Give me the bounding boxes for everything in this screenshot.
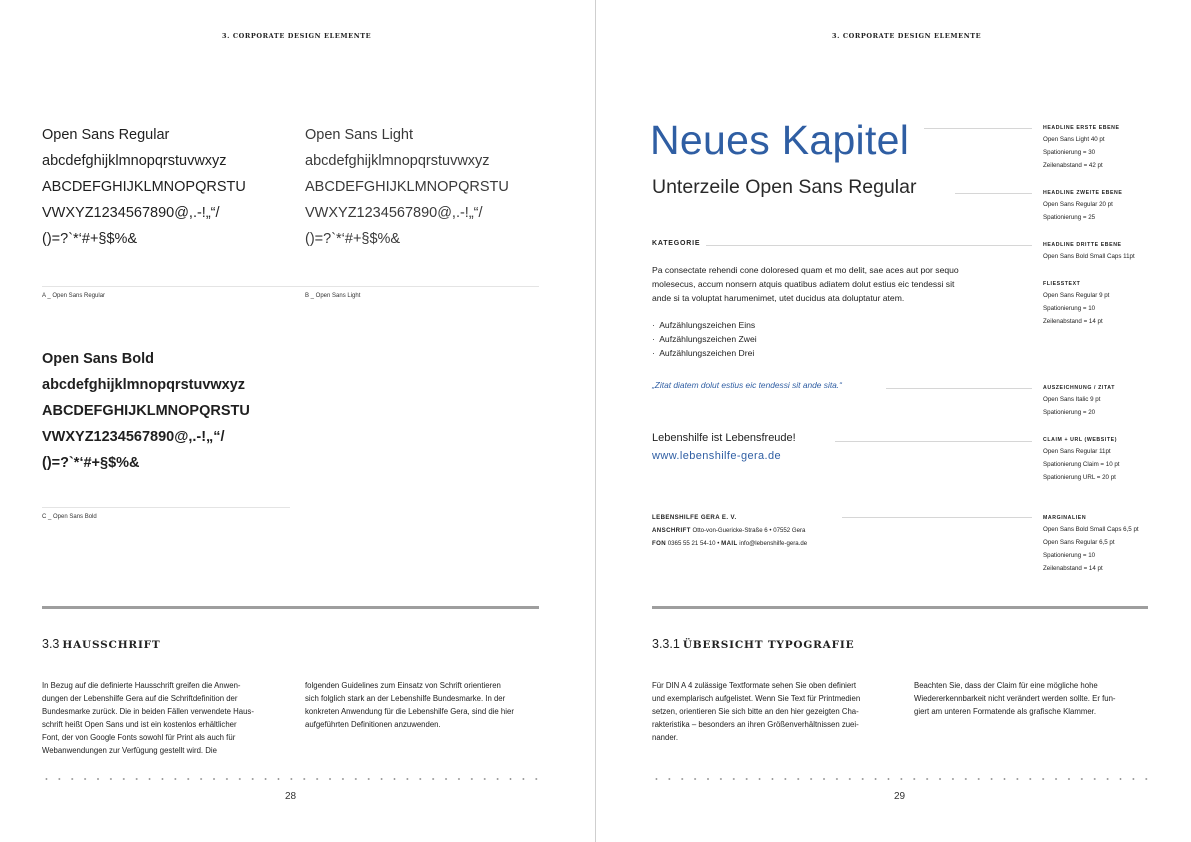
headline-level-2: Unterzeile Open Sans Regular <box>652 176 917 198</box>
body-line: konkreten Anwendung für die Lebenshilfe Gera, sind die hier <box>305 707 514 716</box>
spec-headline-3: HEADLINE DRITTE EBENE Open Sans Bold Small Caps 11pt <box>1043 242 1135 260</box>
font-sample-light <box>305 122 509 252</box>
body-line: Font, der von Google Fonts sowohl für Print als auch für <box>42 733 236 742</box>
claim-text: Lebenshilfe ist Lebensfreude! <box>652 432 796 444</box>
sample-line: ()=?`*‘#+§$%& <box>305 231 401 247</box>
body-line: aufgeführten Definitionen anzuwenden. <box>305 720 441 729</box>
spec-headline-1: HEADLINE ERSTE EBENE Open Sans Light 40 pt Spationierung = 30 Zeilenabstand = 42 pt <box>1043 125 1120 169</box>
body-line: Beachten Sie, dass der Claim für eine mögliche hohe <box>914 681 1098 690</box>
guide-line <box>886 388 1032 389</box>
body-line: folgenden Guidelines zum Einsatz von Schrift orientieren <box>305 681 501 690</box>
body-column-2 <box>305 679 555 731</box>
sample-line: Open Sans Bold <box>42 351 154 367</box>
sample-line: VWXYZ1234567890@,.-!„“/ <box>305 205 483 221</box>
body-line: Webanwendungen zur Verfügung gestellt wird. Die <box>42 746 217 755</box>
section-number: 3.3 <box>42 637 60 651</box>
body-column-1 <box>42 679 292 757</box>
sample-line: ()=?`*‘#+§$%& <box>42 231 138 247</box>
body-line: giert am unteren Formatende als grafische Klammer. <box>914 707 1097 716</box>
section-title: HAUSSCHRIFT <box>62 639 161 651</box>
paragraph-line: ande si ta voluptat harumenimet, utet ducidus ata doluptatur atem. <box>652 293 905 303</box>
divider <box>42 286 539 287</box>
section-rule <box>652 606 1148 609</box>
body-line: rakteristika – besonders an ihren Größenverhältnissen zuei- <box>652 720 859 729</box>
page-number-right: 29 <box>894 791 906 802</box>
section-rule <box>42 606 539 609</box>
quote-text: „Zitat diatem dolut estius eic tendessi sit ande sita.“ <box>652 380 842 390</box>
headline-level-3: KATEGORIE <box>652 240 701 247</box>
list-item: · Aufzählungszeichen Zwei <box>652 334 757 344</box>
sample-line: abcdefghijklmnopqrstuvwxyz <box>305 153 490 169</box>
guide-line <box>835 441 1032 442</box>
body-line: In Bezug auf die definierte Hausschrift greifen die Anwen- <box>42 681 241 690</box>
font-sample-regular <box>42 122 246 252</box>
caption-a: A _ Open Sans Regular <box>42 293 106 299</box>
spec-headline-2: HEADLINE ZWEITE EBENE Open Sans Regular 20 pt Spationierung = 25 <box>1043 190 1123 221</box>
body-line: Bundesmarke zurück. Die in beiden Fällen verwendete Haus- <box>42 707 254 716</box>
paragraph-line: molesecus, accum nonsern atquis quatibus adiatem dolut estius eic tendessi sit <box>652 279 955 289</box>
caption-c: C _ Open Sans Bold <box>42 514 97 520</box>
sample-line: ABCDEFGHIJKLMNOPQRSTU <box>42 179 246 195</box>
caption-b: B _ Open Sans Light <box>305 293 361 299</box>
marginalia-block <box>652 511 807 550</box>
section-title: ÜBERSICHT TYPOGRAFIE <box>682 639 855 651</box>
list-item: · Aufzählungszeichen Drei <box>652 348 755 358</box>
guide-line <box>706 245 1032 246</box>
bullet-dot: · <box>652 320 655 330</box>
sample-line: abcdefghijklmnopqrstuvwxyz <box>42 377 246 393</box>
sample-line: ()=?`*‘#+§$%& <box>42 455 140 471</box>
body-paragraph <box>652 263 1022 305</box>
sample-line: abcdefghijklmnopqrstuvwxyz <box>42 153 227 169</box>
sample-line: Open Sans Regular <box>42 127 170 143</box>
body-column-1 <box>652 679 902 744</box>
bullet-list <box>652 318 757 360</box>
sample-line: ABCDEFGHIJKLMNOPQRSTU <box>305 179 509 195</box>
paragraph-line: Pa consectate rehendi cone doloresed quam et mo delit, sae aces aut por sequo <box>652 265 959 275</box>
body-line: schrift heißt Open Sans und ist ein kostenlos erhältlicher <box>42 720 237 729</box>
bullet-dot: · <box>652 348 655 358</box>
running-head-right: 3. CORPORATE DESIGN ELEMENTE <box>832 32 982 40</box>
list-item: · Aufzählungszeichen Eins <box>652 320 756 330</box>
body-line: dungen der Lebenshilfe Gera auf die Schriftdefinition der <box>42 694 238 703</box>
contact-line: FON 0365 55 21 54-10 • MAIL info@lebenshilfe-gera.de <box>652 540 808 547</box>
body-line: nander. <box>652 733 679 742</box>
body-line: Für DIN A 4 zulässige Textformate sehen Sie oben definiert <box>652 681 856 690</box>
dotted-rule <box>40 778 542 780</box>
sample-line: ABCDEFGHIJKLMNOPQRSTU <box>42 403 250 419</box>
section-heading <box>652 637 854 651</box>
spec-quote: AUSZEICHNUNG / ZITAT Open Sans Italic 9 pt Spationierung = 20 <box>1043 385 1116 416</box>
spec-body-text: FLIESSTEXT Open Sans Regular 9 pt Spationierung = 10 Zeilenabstand = 14 pt <box>1043 281 1110 325</box>
guide-line <box>924 128 1032 129</box>
address-line: ANSCHRIFT Otto-von-Guericke-Straße 6 • 07552 Gera <box>652 527 806 534</box>
headline-level-1: Neues Kapitel <box>650 117 910 163</box>
section-number: 3.3.1 <box>652 637 680 651</box>
body-column-2 <box>914 679 1164 718</box>
body-line: setzen, orientieren Sie sich bitte an den hier gezeigten Cha- <box>652 707 859 716</box>
spec-marginalia: MARGINALIEN Open Sans Bold Small Caps 6,5 pt Open Sans Regular 6,5 pt Spationierung = 10 Zeilenabstand = 14 pt <box>1043 515 1139 572</box>
sample-line: Open Sans Light <box>305 127 414 143</box>
guide-line <box>842 517 1032 518</box>
org-name: LEBENSHILFE GERA E. V. <box>652 514 737 521</box>
section-heading <box>42 637 161 651</box>
website-link[interactable]: www.lebenshilfe-gera.de <box>652 450 782 462</box>
running-head-left: 3. CORPORATE DESIGN ELEMENTE <box>222 32 372 40</box>
body-line: sich folglich stark an der Lebenshilfe Bundesmarke. In der <box>305 694 506 703</box>
spec-claim-url: CLAIM + URL (WEBSITE) Open Sans Regular 11pt Spationierung Claim = 10 pt Spationierung URL = 20 pt <box>1043 437 1120 481</box>
sample-line: VWXYZ1234567890@,.-!„“/ <box>42 429 225 445</box>
dotted-rule <box>650 778 1152 780</box>
sample-line: VWXYZ1234567890@,.-!„“/ <box>42 205 220 221</box>
divider <box>42 507 290 508</box>
body-line: Wiedererkennbarkeit nicht verändert werden sollte. Er fun- <box>914 694 1116 703</box>
bullet-dot: · <box>652 334 655 344</box>
body-line: und exemplarisch aufgelistet. Wenn Sie Text für Printmedien <box>652 694 861 703</box>
font-sample-bold <box>42 346 250 476</box>
guide-line <box>955 193 1032 194</box>
page-number-left: 28 <box>285 791 297 802</box>
